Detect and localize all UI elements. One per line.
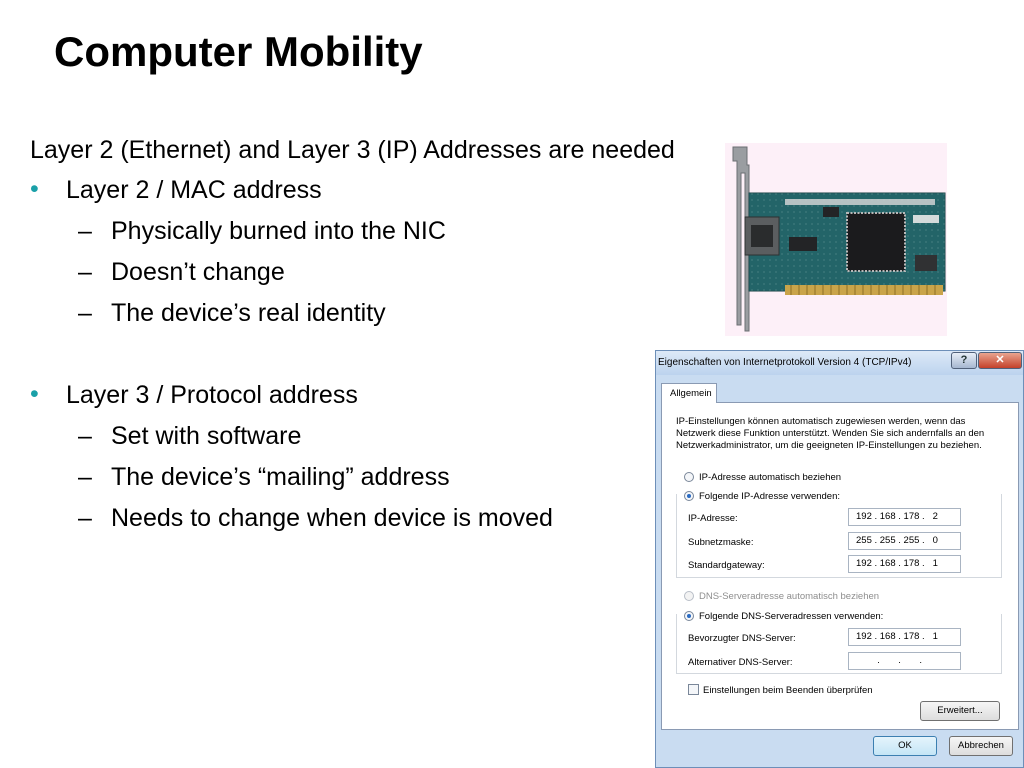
sub-item-text: The device’s real identity <box>111 299 386 327</box>
validate-on-exit-checkbox[interactable] <box>688 684 699 695</box>
dns-auto-radio[interactable] <box>684 591 694 601</box>
default-gateway-label: Standardgateway: <box>688 560 765 571</box>
dash: – <box>78 299 92 327</box>
dash: – <box>78 463 92 491</box>
ip-address-label: IP-Adresse: <box>688 513 738 524</box>
preferred-dns-label: Bevorzugter DNS-Server: <box>688 633 796 644</box>
bullet-text: Layer 3 / Protocol address <box>66 381 358 409</box>
ip-auto-label: IP-Adresse automatisch beziehen <box>699 472 842 483</box>
close-button[interactable]: ✕ <box>978 352 1022 369</box>
ip-address-input[interactable]: 192 . 168 . 178 . 2 <box>848 508 961 526</box>
slide-title: Computer Mobility <box>54 28 423 75</box>
network-interface-card-icon <box>725 143 947 336</box>
advanced-button[interactable]: Erweitert... <box>920 701 1000 721</box>
sub-item-text: Doesn’t change <box>111 258 285 286</box>
preferred-dns-input[interactable]: 192 . 168 . 178 . 1 <box>848 628 961 646</box>
bullet-text: Layer 2 / MAC address <box>66 176 322 204</box>
ip-manual-label: Folgende IP-Adresse verwenden: <box>699 491 840 502</box>
default-gateway-input[interactable]: 192 . 168 . 178 . 1 <box>848 555 961 573</box>
dash: – <box>78 217 92 245</box>
dialog-description: IP-Einstellungen können automatisch zugewiesen werden, wenn das Netzwerk diese Funktion unterstützt. Wenden Sie sich andernfalls an den Netzwerkadministrator, um die geeigneten IP-Einstellungen zu beziehen. <box>676 416 985 451</box>
dialog-title: Eigenschaften von Internetprotokoll Version 4 (TCP/IPv4) <box>658 357 912 368</box>
subnet-mask-input[interactable]: 255 . 255 . 255 . 0 <box>848 532 961 550</box>
sub-item-text: Set with software <box>111 422 302 450</box>
alternate-dns-label: Alternativer DNS-Server: <box>688 657 793 668</box>
dns-manual-label: Folgende DNS-Serveradressen verwenden: <box>699 611 884 622</box>
validate-on-exit-label: Einstellungen beim Beenden überprüfen <box>703 685 873 696</box>
sub-item-text: Physically burned into the NIC <box>111 217 446 245</box>
help-button[interactable]: ? <box>951 352 977 369</box>
ip-manual-radio[interactable] <box>684 491 694 501</box>
dns-manual-radio[interactable] <box>684 611 694 621</box>
subnet-mask-label: Subnetzmaske: <box>688 537 754 548</box>
tab-label: Allgemein <box>670 388 712 399</box>
dns-auto-label: DNS-Serveradresse automatisch beziehen <box>699 591 880 602</box>
bullet-dot: • <box>30 380 39 408</box>
ip-auto-radio[interactable] <box>684 472 694 482</box>
intro-text: Layer 2 (Ethernet) and Layer 3 (IP) Addresses are needed <box>30 136 675 164</box>
tab-panel-general <box>661 402 1019 730</box>
sub-item-text: Needs to change when device is moved <box>111 504 553 532</box>
tab-allgemein[interactable] <box>661 383 717 403</box>
dash: – <box>78 504 92 532</box>
bullet-dot: • <box>30 175 39 203</box>
sub-item-text: The device’s “mailing” address <box>111 463 450 491</box>
ok-button[interactable]: OK <box>873 736 937 756</box>
dialog-titlebar[interactable] <box>656 351 1023 375</box>
dash: – <box>78 258 92 286</box>
alternate-dns-input[interactable]: . . . <box>848 652 961 670</box>
cancel-button[interactable]: Abbrechen <box>949 736 1013 756</box>
nic-illustration <box>725 143 947 336</box>
tcp-ipv4-properties-dialog <box>655 350 1024 768</box>
dash: – <box>78 422 92 450</box>
